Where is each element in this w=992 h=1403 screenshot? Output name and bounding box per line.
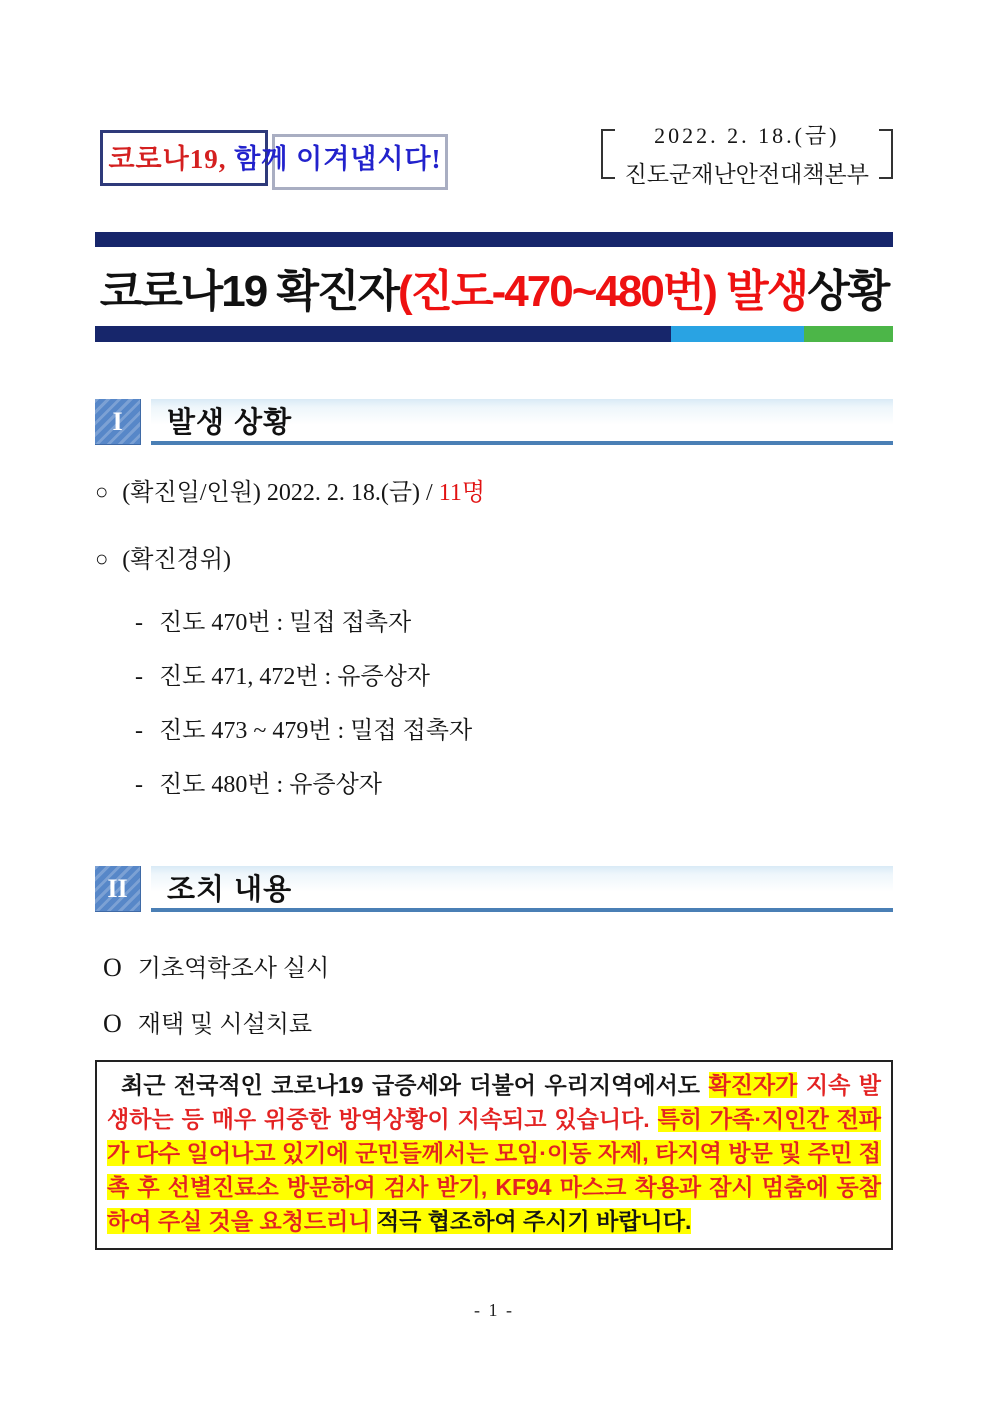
title-top-bar [95,232,893,247]
measure-item-text: 기초역학조사 실시 [137,956,330,982]
case-item-text: 진도 470번 : 밀접 접촉자 [159,610,412,636]
measure-item [95,1008,893,1042]
confirm-route-label: (확진경위) [122,547,232,573]
section-1-numeral-badge: I [95,399,141,445]
page-number: - 1 - [474,1300,514,1320]
bracket-left-icon [601,129,615,179]
dash-bullet-icon: - [135,772,143,798]
section-2-header [95,866,893,912]
title-black-tail: 상황 [807,266,889,316]
section-1-heading: 발생 상황 [151,399,893,445]
document-page [95,0,893,1321]
notice-black-highlight-segment: 적극 협조하여 주시기 바랍니다. [376,1208,692,1234]
case-list [95,607,893,801]
page-title [95,247,893,326]
circle-bullet-icon: ○ [95,479,109,504]
dash-bullet-icon: - [135,610,143,636]
date-block [601,118,893,190]
title-banner [95,232,893,342]
document-date: 2022. 2. 18.(금) [654,123,840,148]
notice-red-segment: 지속 발생하는 등 매우 위중한 방역상황이 지속되고 있습니다. [107,1072,881,1132]
public-notice-box [95,1060,893,1250]
confirm-date-line [95,475,893,510]
confirm-date-label: (확진일/인원) 2022. 2. 18.(금) / [122,480,433,506]
list-item [95,715,893,747]
confirmed-count: 11명 [438,480,486,506]
confirm-route-line [95,542,893,577]
circle-bullet-icon: O [103,953,122,982]
slogan-text-red: 코로나19, [108,144,227,174]
section-2-heading: 조치 내용 [151,866,893,912]
notice-red-highlight-segment: 확진자가 [708,1072,798,1098]
bar-segment-green [804,326,893,342]
title-bottom-bar [95,326,893,342]
issuing-organization: 진도군재난안전대책본부 [624,162,869,187]
bracket-right-icon [879,129,893,179]
case-item-text: 진도 480번 : 유증상자 [159,772,382,798]
slogan-box [100,130,450,192]
page-header [95,0,893,190]
bar-segment-navy [95,326,671,342]
section-1-header [95,399,893,445]
list-item [95,769,893,801]
section-2-numeral-badge: II [95,866,141,912]
title-red-mid: (진도-470~480번) 발생 [397,266,808,316]
case-item-text: 진도 471, 472번 : 유증상자 [159,664,430,690]
notice-red-highlight-segment: 특히 가족·지인간 전파가 다수 일어나고 있기에 군민들께서는 모임·이동 자제, 타지역 방문 및 주민 접촉 후 선별진료소 방문하여 검사 받기, KF94 마스크 착용과 잠시 멈춤에 동참하여 주실 것을 요청드리니 [107,1106,882,1234]
list-item [95,607,893,639]
circle-bullet-icon: ○ [95,546,109,571]
slogan-text-blue: 함께 이겨냅시다! [234,144,442,174]
title-black-lead: 코로나19 확진자 [99,266,398,316]
list-item [95,661,893,693]
dash-bullet-icon: - [135,664,143,690]
measure-item-text: 재택 및 시설치료 [137,1012,313,1038]
circle-bullet-icon: O [103,1009,122,1038]
notice-black-segment: 최근 전국적인 코로나19 급증세와 더불어 우리지역에서도 [121,1072,701,1098]
slogan-text [100,137,450,176]
dash-bullet-icon: - [135,718,143,744]
case-item-text: 진도 473 ~ 479번 : 밀접 접촉자 [159,718,473,744]
measure-item [95,952,893,986]
date-column [615,119,879,189]
bar-segment-cyan [671,326,804,342]
